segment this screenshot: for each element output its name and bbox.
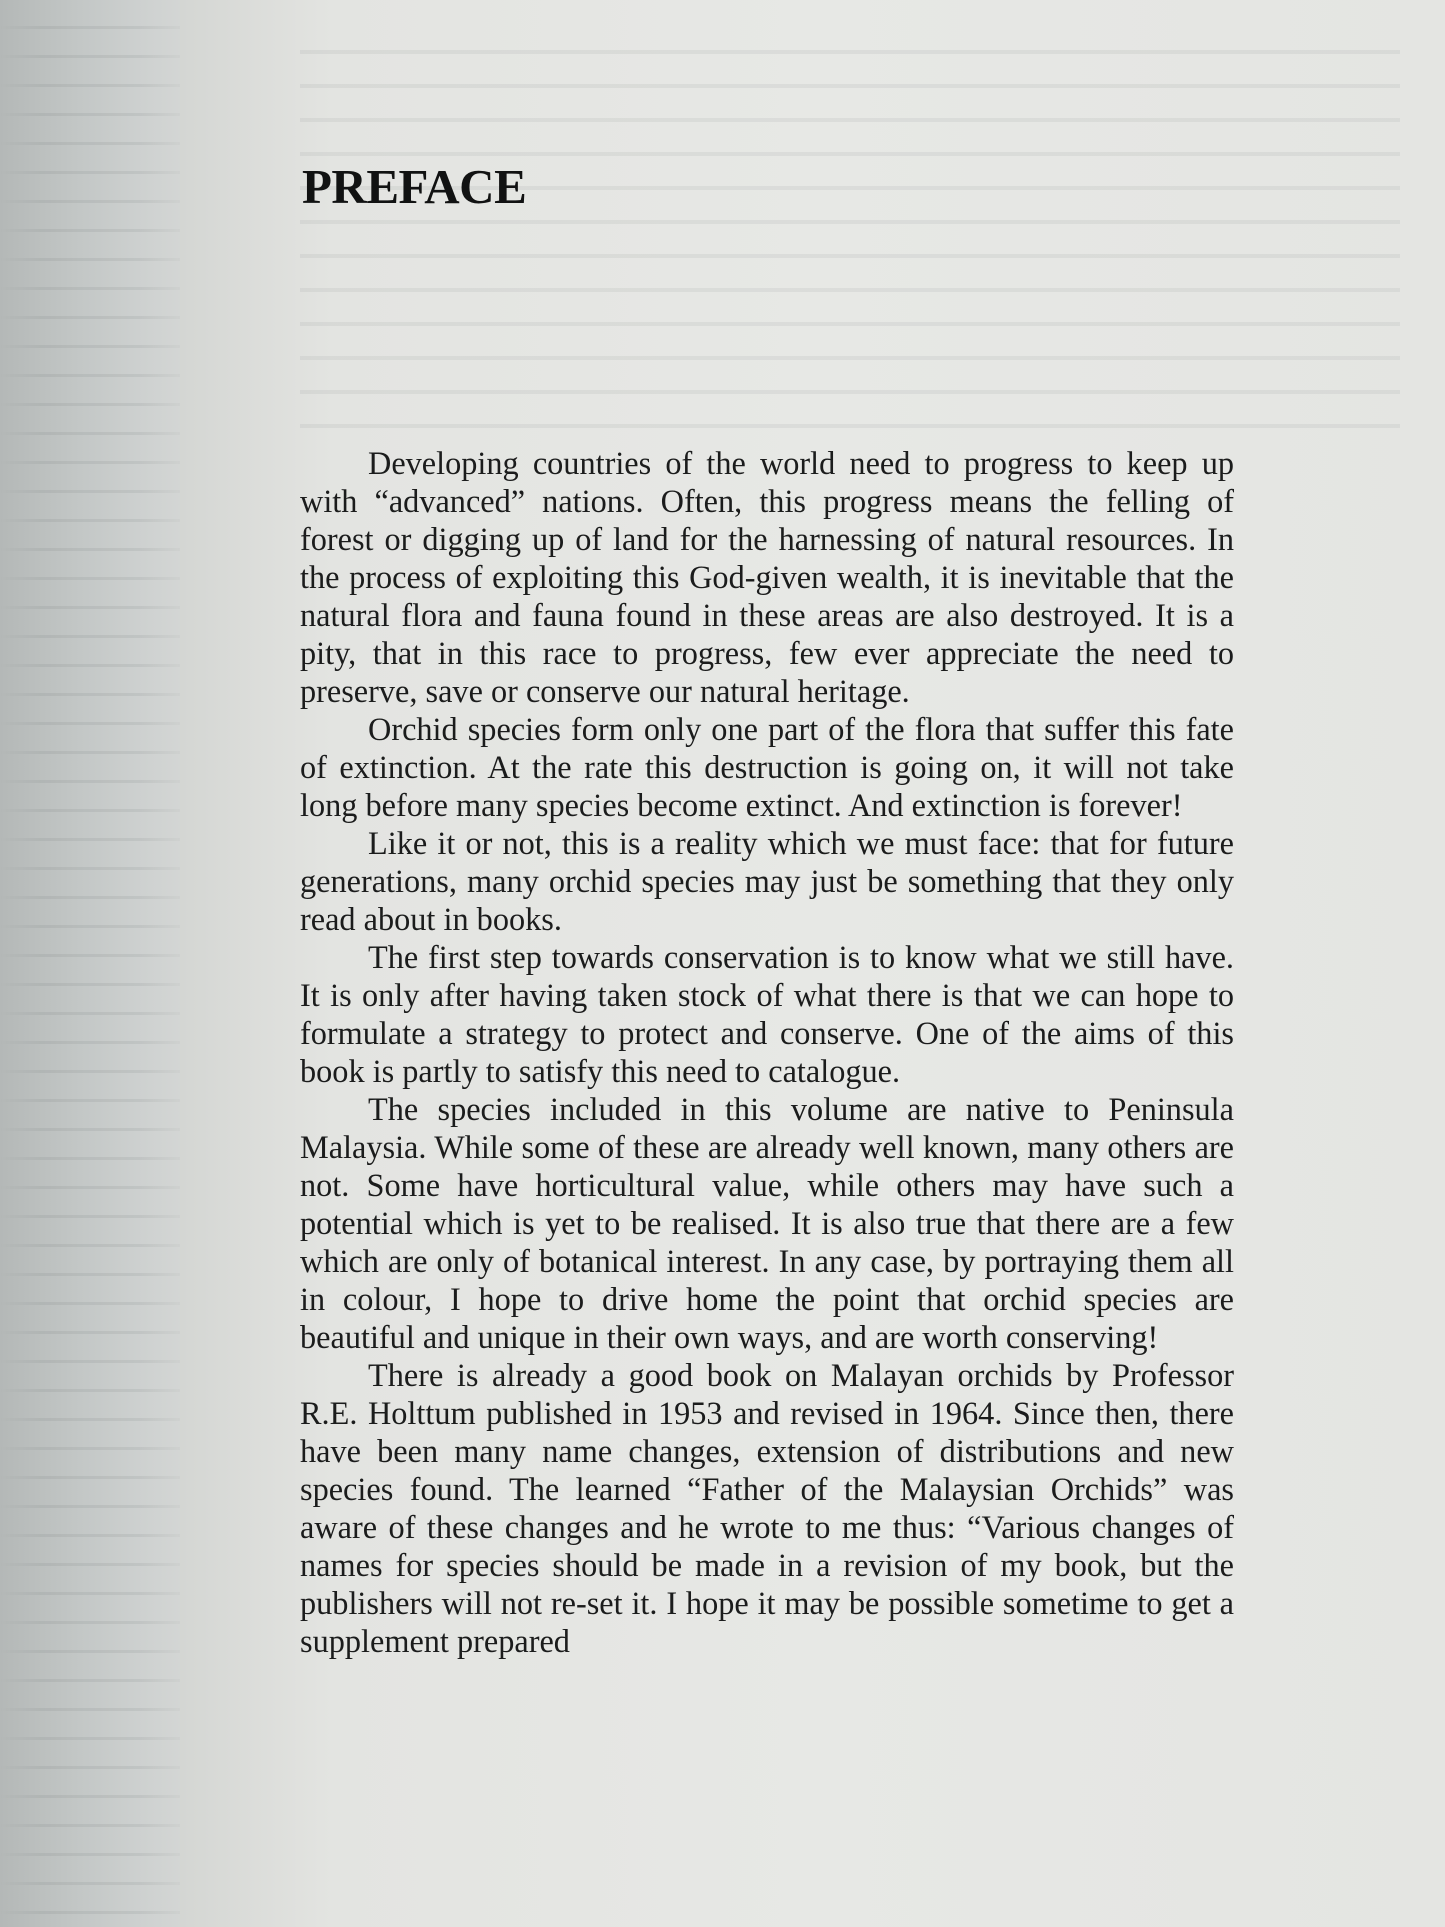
paragraph: The first step towards conservation is to know what we still have. It is only after having taken stock of what there is that we can hope to formulate a strategy to protect and conserve. One of the aims of this book is partly to satisfy this need to catalogue. bbox=[300, 939, 1234, 1089]
gutter-shadow bbox=[0, 0, 200, 1927]
paragraph: There is already a good book on Malayan orchids by Professor R.E. Holttum published in 1953 and revised in 1964. Since then, there have been many name changes, extension of distributions and new species found. The learned “Father of the Malaysian Orchids” was aware of these changes and he wrote to me thus: “Various changes of names for species should be made in a revision of my book, but the publishers will not re-set it. I hope it may be possible sometime to get a supplement prepared bbox=[300, 1357, 1234, 1659]
paragraph: Developing countries of the world need to progress to keep up with “advanced” nations. Often, this progress means the felling of forest or digging up of land for the harnessing of natural resources. In the process of exploiting this God-given wealth, it is inevitable that the natural flora and fauna found in these areas are also destroyed. It is a pity, that in this race to progress, few ever appreciate the need to preserve, save or conserve our natural heritage. bbox=[300, 445, 1234, 709]
page-title: PREFACE bbox=[302, 159, 527, 214]
preface-body bbox=[300, 444, 1234, 1660]
paragraph: The species included in this volume are native to Peninsula Malaysia. While some of these are already well known, many others are not. Some have horticultural value, while others may have such a potential which is yet to be realised. It is also true that there are a few which are only of botanical interest. In any case, by portraying them all in colour, I hope to drive home the point that orchid species are beautiful and unique in their own ways, and are worth conserving! bbox=[300, 1091, 1234, 1355]
reverse-page-showthrough bbox=[300, 20, 1400, 440]
paragraph: Like it or not, this is a reality which we must face: that for future generations, many orchid species may just be something that they only read about in books. bbox=[300, 825, 1234, 937]
paragraph: Orchid species form only one part of the flora that suffer this fate of extinction. At the rate this destruction is going on, it will not take long before many species become extinct. And extinction is forever! bbox=[300, 711, 1234, 823]
